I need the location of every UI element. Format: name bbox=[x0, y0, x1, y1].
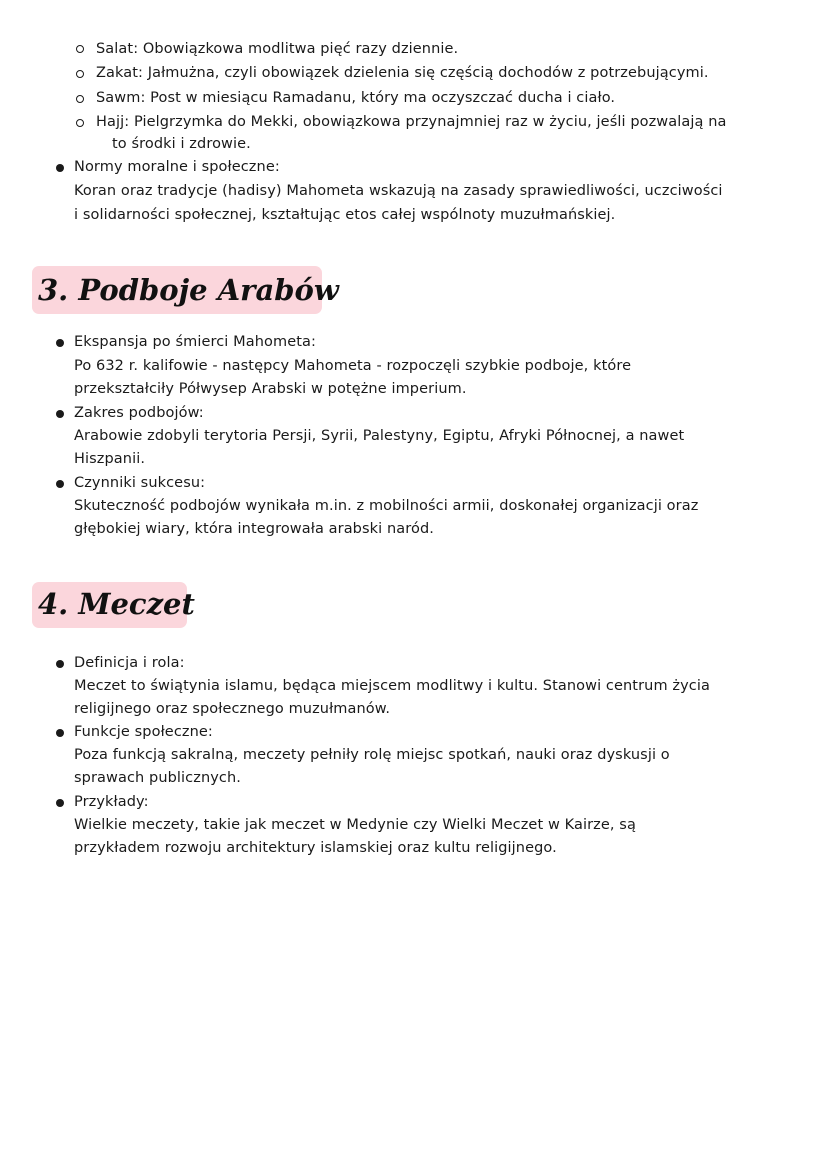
section-4-item-2-heading: Funkcje społeczne: bbox=[74, 724, 213, 740]
section-3-item-3-line-2: głębokiej wiary, która integrowała arabski naród. bbox=[74, 521, 434, 537]
section-3-item-2-line-1: Arabowie zdobyli terytoria Persji, Syrii, Palestyny, Egiptu, Afryki Północnej, a nawet bbox=[74, 428, 685, 444]
norms-line-1: Koran oraz tradycje (hadisy) Mahometa wskazują na zasady sprawiedliwości, uczciwości bbox=[74, 183, 723, 199]
section-3-item-2-line-2: Hiszpanii. bbox=[74, 451, 146, 467]
section-4-title: 4. Meczet bbox=[38, 587, 195, 621]
sub-bullet-icon bbox=[76, 45, 84, 53]
pillar-salat: Salat: Obowiązkowa modlitwa pięć razy dziennie. bbox=[96, 41, 459, 57]
section-3-item-3-line-1: Skuteczność podbojów wynikała m.in. z mobilności armii, doskonałej organizacji oraz bbox=[74, 498, 699, 514]
section-3-item-1-line-1: Po 632 r. kalifowie - następcy Mahometa - rozpoczęli szybkie podboje, które bbox=[74, 358, 632, 374]
norms-line-2: i solidarności społecznej, kształtując etos całej wspólnoty muzułmańskiej. bbox=[74, 207, 616, 223]
section-4-item-3-line-1: Wielkie meczety, takie jak meczet w Medynie czy Wielki Meczet w Kairze, są bbox=[74, 817, 636, 833]
bullet-icon bbox=[56, 799, 64, 807]
section-4-item-1-line-1: Meczet to świątynia islamu, będąca miejscem modlitwy i kultu. Stanowi centrum życia bbox=[74, 678, 710, 694]
pillar-hajj: Hajj: Pielgrzymka do Mekki, obowiązkowa przynajmniej raz w życiu, jeśli pozwalają na bbox=[96, 114, 727, 130]
bullet-icon bbox=[56, 164, 64, 172]
section-4-item-2-line-1: Poza funkcją sakralną, meczety pełniły rolę miejsc spotkań, nauki oraz dyskusji o bbox=[74, 747, 670, 763]
bullet-icon bbox=[56, 729, 64, 737]
section-3-title: 3. Podboje Arabów bbox=[38, 273, 339, 307]
section-3-item-1-heading: Ekspansja po śmierci Mahometa: bbox=[74, 334, 316, 350]
section-3-item-2-heading: Zakres podbojów: bbox=[74, 405, 204, 421]
bullet-icon bbox=[56, 480, 64, 488]
section-4-item-3-heading: Przykłady: bbox=[74, 794, 149, 810]
sub-bullet-icon bbox=[76, 95, 84, 103]
section-3-item-1-line-2: przekształciły Półwysep Arabski w potężne imperium. bbox=[74, 381, 467, 397]
section-3-item-3-heading: Czynniki sukcesu: bbox=[74, 475, 206, 491]
section-4-item-1-heading: Definicja i rola: bbox=[74, 655, 185, 671]
bullet-icon bbox=[56, 410, 64, 418]
section-4-item-2-line-2: sprawach publicznych. bbox=[74, 770, 242, 786]
section-4-item-3-line-2: przykładem rozwoju architektury islamskiej oraz kultu religijnego. bbox=[74, 840, 557, 856]
sub-bullet-icon bbox=[76, 70, 84, 78]
pillar-hajj-continued: to środki i zdrowie. bbox=[112, 136, 251, 152]
section-4-item-1-line-2: religijnego oraz społecznego muzułmanów. bbox=[74, 701, 391, 717]
pillar-zakat: Zakat: Jałmużna, czyli obowiązek dzielenia się częścią dochodów z potrzebującymi. bbox=[96, 65, 709, 81]
bullet-icon bbox=[56, 339, 64, 347]
pillar-sawm: Sawm: Post w miesiącu Ramadanu, który ma oczyszczać ducha i ciało. bbox=[96, 90, 616, 106]
norms-heading: Normy moralne i społeczne: bbox=[74, 159, 280, 175]
bullet-icon bbox=[56, 660, 64, 668]
sub-bullet-icon bbox=[76, 119, 84, 127]
